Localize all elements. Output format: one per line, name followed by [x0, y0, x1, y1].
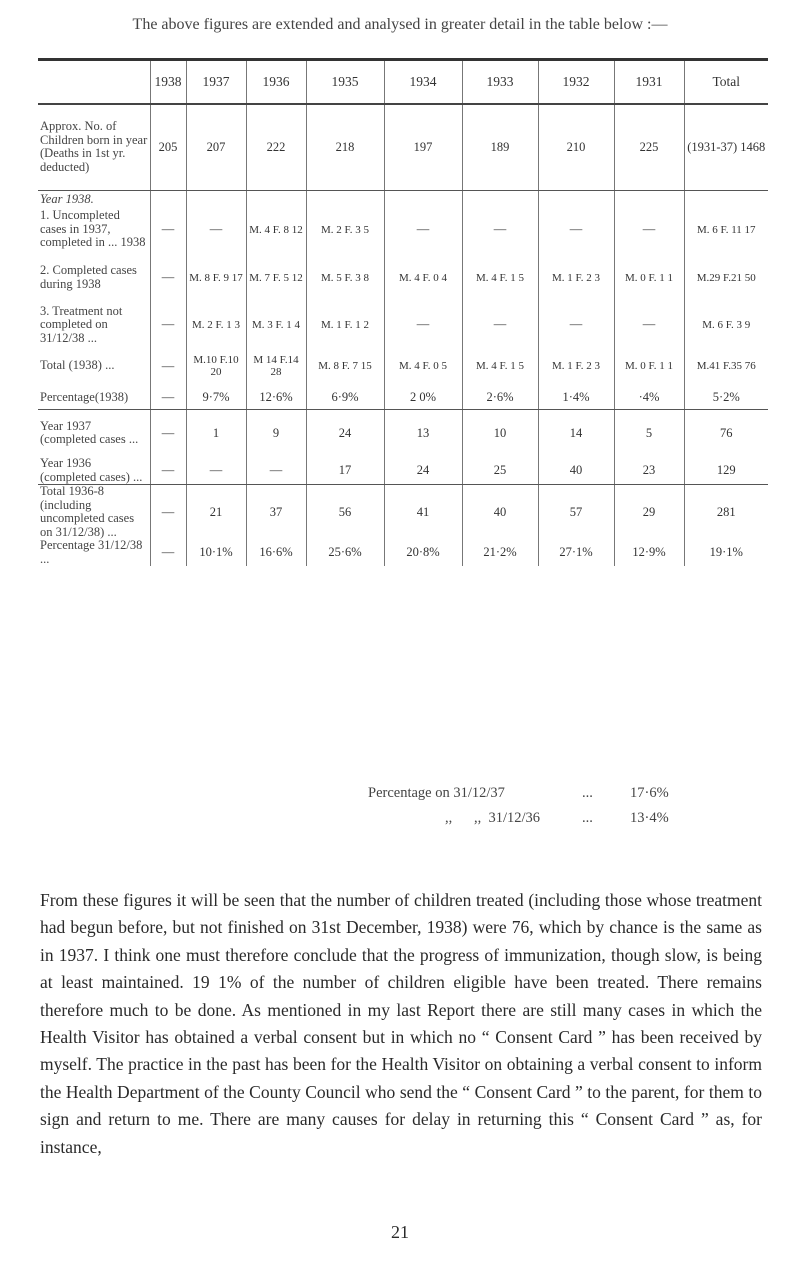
- table-cell: 222: [246, 104, 306, 190]
- table-cell: 2·6%: [462, 387, 538, 409]
- table-cell: M 14 F.14 28: [246, 345, 306, 387]
- table-cell: M. 1 F. 2 3: [538, 251, 614, 305]
- table-cell: M. 5 F. 3 8: [306, 251, 384, 305]
- row-label: Year 1936 (completed cases) ...: [38, 457, 150, 485]
- table-cell: 1·4%: [538, 387, 614, 409]
- table-cell: M.10 F.10 20: [186, 345, 246, 387]
- table-cell: 41: [384, 485, 462, 540]
- immunization-table-wrap: [38, 58, 768, 566]
- dots: ...: [582, 810, 593, 826]
- table-cell: M.29 F.21 50: [684, 251, 768, 305]
- header-cell: 1933: [462, 60, 538, 105]
- table-row: [38, 104, 768, 190]
- percentage-value: 17·6%: [630, 785, 669, 801]
- table-cell: —: [150, 539, 186, 566]
- table-cell: 16·6%: [246, 539, 306, 566]
- table-row: [38, 190, 768, 209]
- table-cell: 2 0%: [384, 387, 462, 409]
- table-cell: M. 2 F. 1 3: [186, 305, 246, 346]
- percentage-value: 13·4%: [630, 810, 669, 826]
- table-cell: 25·6%: [306, 539, 384, 566]
- table-cell: 207: [186, 104, 246, 190]
- table-cell: [186, 190, 246, 209]
- table-row: [38, 209, 768, 251]
- body-paragraph: From these figures it will be seen that the number of children treated (including those whose treatment had begun before, but not finished on 31st December, 1938) were 76, which by chance is the same as in 1937. I think one must therefore conclude that the progress of immunization, though slow, is being at least maintained. 19 1% of the number of children eligible have been treated. There remains therefore much to be done. As mentioned in my last Report there are still many cases in which the Health Visitor has obtained a verbal consent but in which no “ Consent Card ” has been received by myself. The practice in the past has been for the Health Visitor on obtaining a verbal consent to inform the Health Department of the County Council who send the “ Consent Card ” to the parent, for them to sign and return to me. There are many causes for delay in returning this “ Consent Card ” as, for instance,: [40, 890, 762, 1157]
- table-cell: —: [150, 485, 186, 540]
- table-cell: 197: [384, 104, 462, 190]
- table-cell: —: [186, 209, 246, 251]
- table-cell: M. 1 F. 2 3: [538, 345, 614, 387]
- table-row: [38, 251, 768, 305]
- row-label: Approx. No. of Children born in year (Deaths in 1st yr. deducted): [38, 104, 150, 190]
- table-cell: —: [150, 251, 186, 305]
- table-row: [38, 539, 768, 566]
- table-cell: M. 0 F. 1 1: [614, 345, 684, 387]
- table-row: [38, 387, 768, 409]
- table-cell: 6·9%: [306, 387, 384, 409]
- table-cell: —: [538, 305, 614, 346]
- table-cell: —: [462, 305, 538, 346]
- table-cell: —: [462, 209, 538, 251]
- table-cell: 40: [538, 457, 614, 485]
- header-cell: 1931: [614, 60, 684, 105]
- header-cell: 1934: [384, 60, 462, 105]
- table-cell: M. 4 F. 1 5: [462, 345, 538, 387]
- table-cell: M.41 F.35 76: [684, 345, 768, 387]
- row-label: Percentage(1938): [38, 387, 150, 409]
- table-cell: 10: [462, 409, 538, 457]
- row-label: Total (1938) ...: [40, 358, 115, 373]
- table-cell: 9: [246, 409, 306, 457]
- table-cell: 25: [462, 457, 538, 485]
- table-cell: [384, 190, 462, 209]
- table-cell: M. 8 F. 9 17: [186, 251, 246, 305]
- table-cell: 225: [614, 104, 684, 190]
- table-cell: 24: [384, 457, 462, 485]
- table-cell: 9·7%: [186, 387, 246, 409]
- row-label: Year 1937 (completed cases ...: [40, 418, 139, 447]
- row-label: Percentage 31/12/38 ...: [40, 538, 143, 566]
- table-row: [38, 485, 768, 540]
- table-cell: M. 8 F. 7 15: [306, 345, 384, 387]
- table-cell: 205: [150, 104, 186, 190]
- table-cell: 281: [684, 485, 768, 540]
- table-cell: —: [150, 305, 186, 346]
- table-cell: 40: [462, 485, 538, 540]
- header-cell: 1938: [150, 60, 186, 105]
- table-cell: (1931-37) 1468: [684, 104, 768, 190]
- table-cell: —: [614, 209, 684, 251]
- table-cell: 189: [462, 104, 538, 190]
- table-cell: 5: [614, 409, 684, 457]
- table-cell: 24: [306, 409, 384, 457]
- table-cell: ·4%: [614, 387, 684, 409]
- table-cell: —: [614, 305, 684, 346]
- header-cell: Total: [684, 60, 768, 105]
- header-cell: 1936: [246, 60, 306, 105]
- immunization-table: [38, 58, 768, 566]
- table-cell: 210: [538, 104, 614, 190]
- row-label: Year 1938.: [40, 191, 94, 206]
- table-cell: [684, 190, 768, 209]
- header-cell: [38, 60, 150, 105]
- table-cell: [462, 190, 538, 209]
- table-cell: 27·1%: [538, 539, 614, 566]
- table-cell: —: [384, 305, 462, 346]
- header-cell: 1932: [538, 60, 614, 105]
- table-cell: M. 0 F. 1 1: [614, 251, 684, 305]
- table-cell: 21·2%: [462, 539, 538, 566]
- table-cell: M. 6 F. 11 17: [684, 209, 768, 251]
- table-cell: 56: [306, 485, 384, 540]
- table-row: [38, 345, 768, 387]
- table-cell: M. 4 F. 1 5: [462, 251, 538, 305]
- table-cell: 23: [614, 457, 684, 485]
- table-cell: M. 6 F. 3 9: [684, 305, 768, 346]
- row-label: 1. Uncompleted cases in 1937, completed in ... 1938: [40, 208, 146, 250]
- table-cell: 19·1%: [684, 539, 768, 566]
- table-cell: —: [150, 345, 186, 387]
- table-cell: [538, 190, 614, 209]
- table-cell: —: [538, 209, 614, 251]
- table-cell: M. 3 F. 1 4: [246, 305, 306, 346]
- table-cell: M. 2 F. 3 5: [306, 209, 384, 251]
- table-cell: —: [384, 209, 462, 251]
- table-cell: M. 4 F. 0 5: [384, 345, 462, 387]
- table-cell: 129: [684, 457, 768, 485]
- table-cell: —: [150, 387, 186, 409]
- table-cell: 29: [614, 485, 684, 540]
- table-row: [38, 457, 768, 485]
- intro-text: The above figures are extended and analysed in greater detail in the table below :—: [132, 16, 668, 33]
- table-cell: M. 4 F. 0 4: [384, 251, 462, 305]
- table-cell: 5·2%: [684, 387, 768, 409]
- table-header-row: [38, 60, 768, 105]
- page-number: 21: [391, 1222, 409, 1242]
- table-cell: 20·8%: [384, 539, 462, 566]
- table-cell: 13: [384, 409, 462, 457]
- table-row: [38, 409, 768, 457]
- table-cell: 10·1%: [186, 539, 246, 566]
- header-cell: 1937: [186, 60, 246, 105]
- table-cell: [246, 190, 306, 209]
- table-cell: 14: [538, 409, 614, 457]
- table-cell: —: [150, 409, 186, 457]
- table-cell: —: [150, 457, 186, 485]
- table-row: [38, 305, 768, 346]
- table-cell: 57: [538, 485, 614, 540]
- table-cell: [614, 190, 684, 209]
- table-cell: —: [150, 209, 186, 251]
- table-cell: —: [246, 457, 306, 485]
- row-label: 3. Treatment not completed on 31/12/38 ...: [40, 303, 123, 345]
- table-cell: [306, 190, 384, 209]
- table-cell: 21: [186, 485, 246, 540]
- table-cell: 17: [306, 457, 384, 485]
- header-cell: 1935: [306, 60, 384, 105]
- table-cell: 12·6%: [246, 387, 306, 409]
- percentage-label: Percentage on 31/12/37: [368, 785, 505, 801]
- row-label: 2. Completed cases during 1938: [40, 263, 137, 291]
- table-cell: 1: [186, 409, 246, 457]
- table-cell: M. 7 F. 5 12: [246, 251, 306, 305]
- table-cell: M. 1 F. 1 2: [306, 305, 384, 346]
- table-cell: —: [186, 457, 246, 485]
- table-cell: 37: [246, 485, 306, 540]
- table-cell: M. 4 F. 8 12: [246, 209, 306, 251]
- row-label: Total 1936-8 (including uncompleted cases on 31/12/38) ...: [40, 484, 135, 539]
- dots: ...: [582, 785, 593, 801]
- table-cell: 76: [684, 409, 768, 457]
- percentage-label: ,, ,, 31/12/36: [444, 810, 540, 826]
- table-cell: 12·9%: [614, 539, 684, 566]
- table-cell: [150, 190, 186, 209]
- table-cell: 218: [306, 104, 384, 190]
